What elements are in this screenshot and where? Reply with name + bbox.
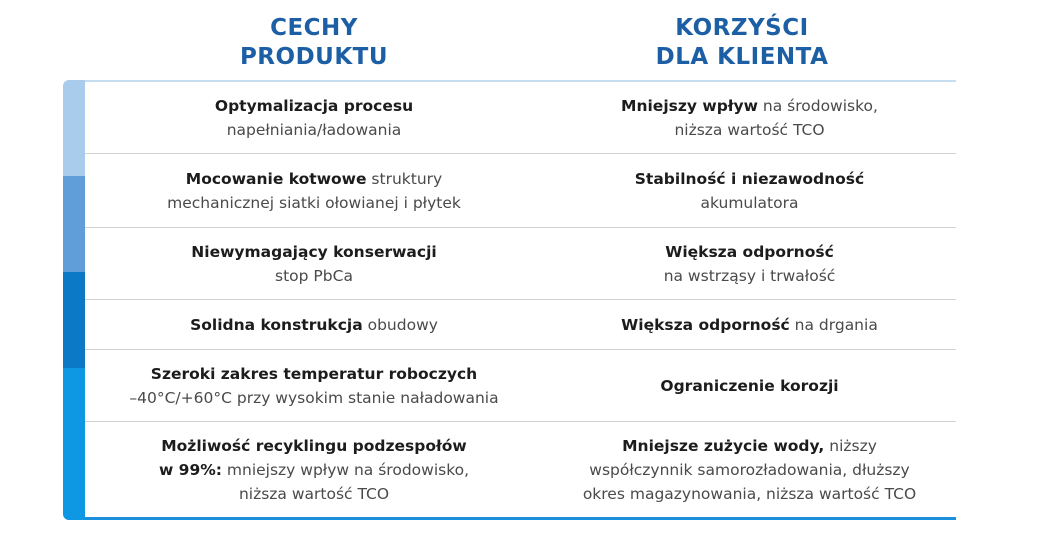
table-row	[85, 154, 956, 228]
header-left-line1: CECHY	[270, 15, 358, 41]
benefit-bold: Mniejszy wpływ	[621, 97, 758, 115]
benefit-cell	[543, 374, 956, 398]
feature-text: niższa wartość TCO	[238, 484, 390, 503]
header-right-line2: DLA KLIENTA	[655, 44, 829, 70]
feature-bold: Solidna konstrukcja	[190, 316, 363, 334]
color-sidebar	[63, 80, 85, 520]
header-product-features	[84, 14, 544, 72]
benefit-cell	[543, 94, 956, 142]
feature-cell	[85, 434, 543, 506]
table-row	[85, 300, 956, 350]
sidebar-segment-bright	[63, 368, 85, 520]
benefit-text: niższa wartość TCO	[674, 121, 825, 139]
feature-cell	[85, 313, 543, 337]
header-customer-benefits	[528, 14, 956, 72]
benefit-text-2: współczynnik samorozładowania, dłuższy	[589, 460, 910, 479]
feature-bold: Optymalizacja procesu	[214, 97, 414, 115]
benefit-bold: Większa odporność	[621, 316, 790, 334]
feature-text: –40°C/+60°C przy wysokim stanie naładowania	[129, 389, 499, 407]
benefit-text-3: okres magazynowania, niższa wartość TCO	[582, 484, 917, 503]
feature-text: mechanicznej siatki ołowianej i płytek	[167, 194, 461, 212]
feature-bold: Mocowanie kotwowe	[185, 170, 367, 188]
table-bottom-border	[85, 517, 956, 520]
table-row	[85, 228, 956, 300]
feature-text-inline: struktury	[366, 170, 443, 188]
feature-bold: Szeroki zakres temperatur roboczych	[150, 365, 478, 383]
benefit-bold: Mniejsze zużycie wody,	[622, 436, 825, 455]
benefit-text-inline: na środowisko,	[757, 97, 878, 115]
features-benefits-table	[63, 80, 956, 520]
feature-cell	[85, 240, 543, 288]
sidebar-segment-light	[63, 80, 85, 176]
feature-bold: Niewymagający konserwacji	[191, 243, 437, 261]
feature-bold-2: w 99%:	[158, 460, 222, 479]
feature-text-inline: obudowy	[362, 316, 438, 334]
benefit-text-inline: niższy	[824, 436, 877, 455]
benefit-cell	[543, 313, 956, 337]
benefit-cell	[543, 434, 956, 506]
benefit-bold: Stabilność i niezawodność	[634, 170, 865, 188]
header-left-line2: PRODUKTU	[239, 44, 389, 70]
benefit-text-inline: na drgania	[789, 316, 878, 334]
feature-cell	[85, 167, 543, 215]
feature-text-inline: mniejszy wpływ na środowisko,	[221, 460, 470, 479]
benefit-cell	[543, 240, 956, 288]
feature-text: stop PbCa	[275, 267, 353, 285]
feature-bold: Możliwość recyklingu podzespołów	[161, 436, 467, 455]
feature-text: napełniania/ładowania	[226, 121, 402, 139]
benefit-text: akumulatora	[700, 194, 799, 212]
header-right-line1: KORZYŚCI	[675, 15, 809, 41]
table-row	[85, 422, 956, 517]
benefit-bold: Ograniczenie korozji	[660, 377, 839, 395]
sidebar-segment-dark	[63, 272, 85, 368]
table-row	[85, 350, 956, 422]
feature-cell	[85, 94, 543, 142]
feature-cell	[85, 362, 543, 410]
benefit-cell	[543, 167, 956, 215]
benefit-bold: Większa odporność	[665, 243, 834, 261]
benefit-text: na wstrząsy i trwałość	[663, 267, 836, 285]
sidebar-segment-mid	[63, 176, 85, 272]
table-row	[85, 82, 956, 154]
